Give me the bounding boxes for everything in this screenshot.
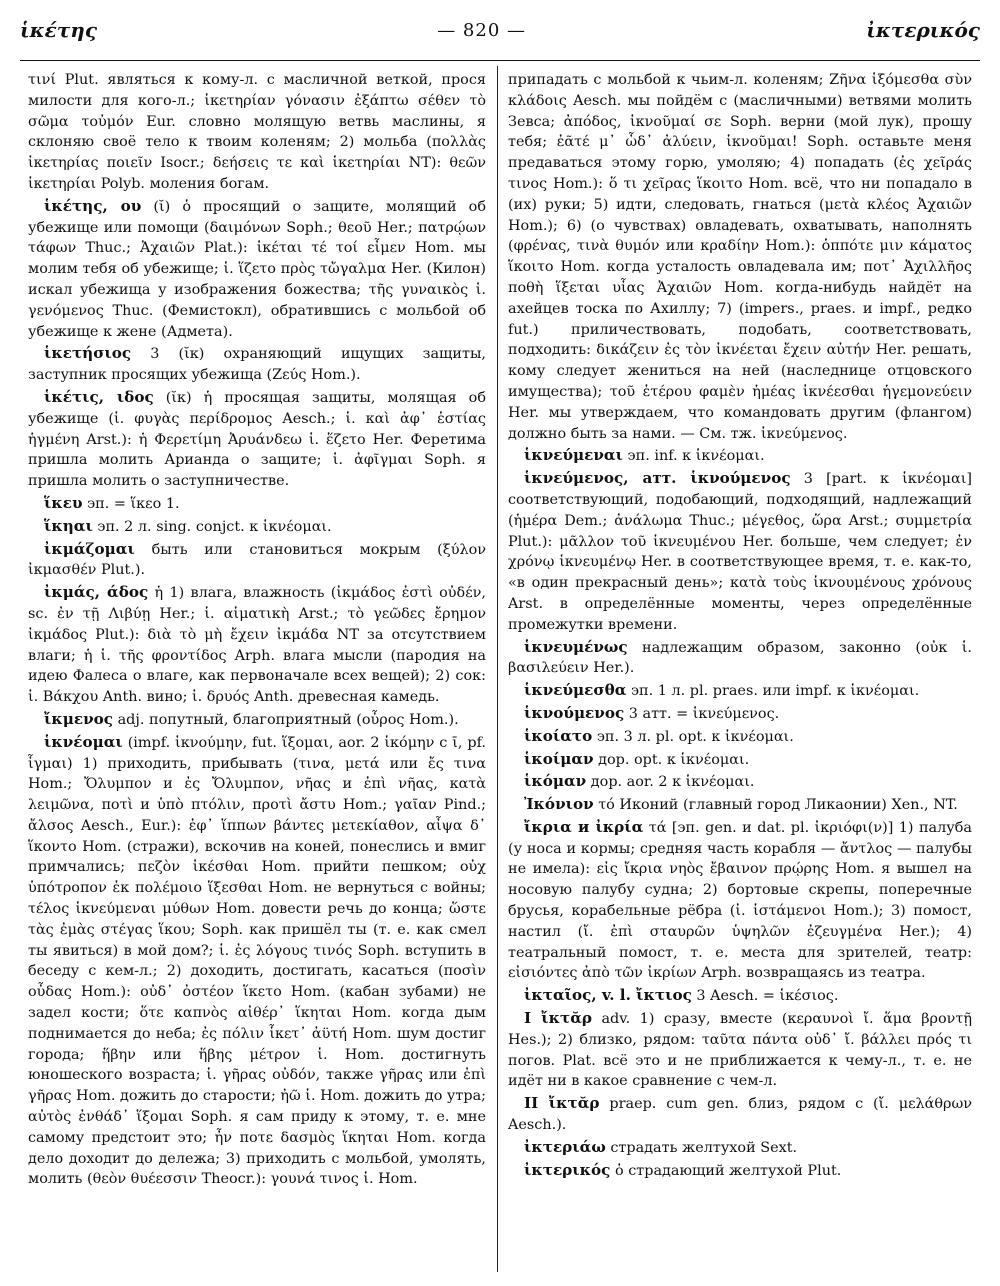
entry-definition: τά [эп. gen. и dat. pl. ἰκριόφι(ν)] 1) палуба (у носа и кормы; средняя часть корабля — ἄντλος — палубы не имела): εἰς ἴκρια νηὸς ἔβαινον πρῴρης Hom. я вышел на носовую палубу судна; 2) бортовые скрепы, поперечные брусья, корабельные рёбра (ἰ. ἱστάμενοι Hom.); 3) помост, настил (ἴ. ἐπὶ σταυρῶν ὑψηλῶν ἐζευγμένα Her.); 4) театральный помост, т. е. места для зрителей, театр: εἰσιόντες ἀπὸ τῶν ἰκρίων Arph. возвращаясь из театра.: [508, 819, 972, 982]
dictionary-entry: [508, 1137, 972, 1159]
entry-headword: ἱκοίμαν: [524, 749, 594, 768]
header-left-headword: ἱκέτης: [20, 18, 98, 42]
entry-headword: ἱκοίατο: [524, 726, 593, 745]
dictionary-entry: [28, 516, 486, 538]
entry-headword: Ἰκόνιον: [524, 795, 594, 814]
entry-headword: ἵκευ: [44, 493, 83, 512]
entry-headword: ἱκνεύμεναι: [524, 446, 623, 465]
entry-definition: ὁ страдающий желтухой Plut.: [610, 1162, 842, 1179]
dictionary-entry: [28, 582, 486, 708]
entry-definition: adv. 1) сразу, вместе (κεραυνοὶ ἴ. ἅμα βροντῇ Hes.); 2) близко, рядом: ταῦτα πάντα οὐδ᾽ ἴ. βάλλει πρός τι погов. Plat. всё это и не приближается к чему-л., т. е. не идёт ни в какое сравнение с чем-л.: [508, 1011, 972, 1090]
entry-definition: надлежащим образом, законно (οὐκ ἱ. βασιλεύειν Her.).: [508, 639, 972, 677]
entry-headword: ἰκτερικός: [524, 1160, 611, 1179]
dictionary-entry: [508, 817, 972, 984]
dictionary-entry: [28, 493, 486, 515]
entry-headword: II ἴκτᾰρ: [524, 1094, 600, 1113]
dictionary-entry: [508, 703, 972, 725]
entry-definition: эп. = ἵκεο 1.: [82, 495, 180, 512]
entry-definition: (ῐ) ὁ просящий о защите, молящий об убежище или помощи (δαιμόνων Soph.; θεοῦ Her.; πατρῴων τάφων Thuc.; Ἀχαιῶν Plat.): ἱκέται τέ τοί εἶμεν Hom. мы молим тебя об убежище; ἱ. ἵζετο πρὸς τὤγαλμα Her. (Килон) искал убежища у изображения божества; τῆς γυναικὸς ἱ. γενόμενος Thuc. (Фемистокл), обратившись с мольбой об убежище к жене (Адмета).: [28, 198, 486, 340]
entry-definition: припадать с мольбой к чьим-л. коленям; Ζῆνα ἱξόμεσθα σὺν κλάδοις Aesch. мы пойдём с (масличными) ветвями молить Зевса; ἀπόδος, ἱκνοῦμαί σε Soph. верни (мой лук), прошу тебя; ἐᾶτέ μ᾽ ὧδ᾽ ἀλύειν, ἱκνοῦμαι! Soph. оставьте меня предаваться этому горю, умоляю; 4) попадать (ἐς χεῖράς τινος Hom.): ὅ τι χεῖρας ἵκοιτο Hom. всё, что ни попадало в (их) руки; 5) идти, следовать, гнаться (μετὰ κλέος Ἀχαιῶν Hom.); 6) (о чувствах) овладевать, охватывать, наполнять (φρένας, τινὰ θυμόν или κραδίην Hom.): ὁππότε μιν κάματος ἵκοιτο Hom. когда усталость овладевала им; ποτ᾽ Ἀχιλλῆος ποθὴ ἵξεται υἷας Ἀχαιῶν Hom. когда-нибудь найдёт на ахейцев тоска по Ахиллу; 7) (impers., praes. и impf., редко fut.) приличествовать, подобать, соответствовать, подходить: δικάζειν ἐς τὸν ἱκνέεται ἔχειν αὐτήν Her. решать, кому следует жениться на ней (наследнице отцовского имущества); τοῦ ἑτέρου φαμὲν ἡμέας ἱκνέεσθαι ἡγεμονεύειν Her. мы утверждаем, что командовать другим (флангом) должно быть за нами. — См. тж. ἱκνεύμενος.: [508, 72, 972, 442]
entry-definition: τό Иконий (главный город Ликаонии) Xen., NT.: [593, 797, 958, 814]
entry-definition: praep. cum gen. близ, рядом с (ἴ. μελάθρων Aesch.).: [508, 1096, 972, 1134]
entry-definition: 3 атт. = ἱκνεύμενος.: [624, 705, 780, 722]
entry-headword: ἱκετήσιος: [44, 344, 132, 363]
entry-definition: дор. aor. 2 к ἱκνέομαι.: [586, 774, 755, 791]
dictionary-entry: [508, 1093, 972, 1136]
left-column: [28, 70, 486, 1278]
entry-headword: ἱκνεύμενος, атт. ἱκνούμενος: [524, 469, 791, 488]
entry-headword: ἱκνευμένως: [524, 637, 628, 656]
right-column: [508, 70, 972, 1278]
entry-definition: τινί Plut. являться к кому-л. с масличной веткой, прося милости для кого-л.; ἱκετηρίαν γόνασιν ἐξάπτω σέθεν τὸ σῶμα τοὐμόν Eur. словно молящую ветвь маслины, я склоняю своё тело к твоим коленям; 2) мольба (πολλὰς ἱκετηρίας ποιεῖν Isocr.; δεήσεις τε καὶ ἱκετηρίαι NT): θεῶν ἱκετηρίαι Polyb. моления богам.: [28, 72, 486, 192]
entry-definition: быть или становиться мокрым (ξύλον ἰκμασθέν Plut.).: [28, 541, 486, 579]
entry-headword: ἰκμάζομαι: [44, 539, 135, 558]
entry-headword: ἱκνεύμεσθα: [524, 681, 627, 700]
dictionary-entry: [28, 196, 486, 343]
dictionary-entry: [28, 732, 486, 1191]
dictionary-entry: [508, 445, 972, 467]
entry-headword: ἰκταῖος, v. l. ἴκτιος: [524, 986, 692, 1005]
entry-definition: дор. opt. к ἱκνέομαι.: [593, 751, 750, 768]
entry-headword: ἰκτεριάω: [524, 1137, 606, 1156]
dictionary-entry: [508, 771, 972, 793]
column-divider: [497, 66, 498, 1272]
entry-definition: эп. 3 л. pl. opt. к ἱκνέομαι.: [592, 728, 794, 745]
dictionary-entry: [508, 468, 972, 635]
dictionary-entry: [28, 539, 486, 582]
dictionary-entry: [508, 749, 972, 771]
entry-headword: ἰκμάς, άδος: [44, 583, 149, 602]
entry-headword: ἱκόμαν: [524, 772, 587, 791]
dictionary-entry: [28, 70, 486, 195]
entry-headword: ἵκηαι: [44, 516, 93, 535]
entry-definition: 3 (ῐκ) охраняющий ищущих защиты, заступник просящих убежища (Ζεύς Hom.).: [28, 346, 486, 384]
page-number: — 820 —: [437, 19, 527, 41]
entry-headword: I ἴκτᾰρ: [524, 1009, 592, 1028]
entry-definition: adj. попутный, благоприятный (οὖρος Hom.).: [113, 711, 459, 728]
dictionary-entry: [508, 680, 972, 702]
entry-headword: ἴκρια и ἰκρία: [524, 817, 644, 836]
entry-headword: ἱκέτις, ιδος: [44, 387, 154, 406]
entry-definition: 3 Aesch. = ἱκέσιος.: [691, 988, 839, 1005]
entry-headword: ἱκνέομαι: [44, 732, 123, 751]
entry-headword: ἴκμενος: [44, 709, 113, 728]
dictionary-entry: [28, 387, 486, 492]
entry-headword: ἱκνούμενος: [524, 703, 625, 722]
dictionary-entry: [508, 637, 972, 680]
entry-definition: ἡ 1) влага, влажность (ἰκμάδος ἐστὶ οὐδέν, sc. ἐν τῇ Λιβύῃ Her.; ἱ. αἱματικὴ Arst.; τὸ γεῶδες ἔρημον ἰκμάδος Plut.): διὰ τὸ μὴ ἔχειν ἰκμάδα NT за отсутствием влаги; ἡ ἱ. τῆς φροντίδος Arph. влага мысли (пародия на идею Фалеса о влаге, как первоначале всех вещей); 2) сок: ἱ. Βάκχου Anth. вино; ἱ. δρυός Anth. древесная камедь.: [28, 585, 486, 706]
header-rule: [20, 60, 980, 61]
dictionary-entry: [508, 1160, 972, 1182]
dictionary-entry: [508, 794, 972, 816]
entry-definition: эп. inf. к ἱκνέομαι.: [622, 448, 765, 465]
entry-definition: (impf. ἱκνούμην, fut. ἵξομαι, aor. 2 ἱκόμην с ῑ, pf. ἷγμαι) 1) приходить, прибывать (τινα, μετά или ἔς τινα Hom.; Ὄλυμπον и ἐς Ὄλυμπον, νῆας и ἐπὶ νῆας, κατὰ λειμῶνα, ποτὶ и ὑπὸ πτόλιν, προτὶ ἄστυ Hom.; γαῖαν Pind.; ἄλσος Aesch., Eur.): ἐφ᾽ ἵππων βάντες μετεκίαθον, αἶψα δ᾽ ἵκοντο Hom. (стражи), вскочив на коней, понеслись и вмиг примчались; πεζὸν ἱκέσθαι Hom. прийти пешком; οὐχ ὑπότροπον ἐκ πολέμοιο ἵξεσθαι Hom. не вернуться с войны; τέλος ἱκνεύμεναι μύθων Hom. довести речь до конца; ὥστε τὰς ἐμὰς στέγας ἵκου; Soph. как пришёл ты (т. е. как смел ты явиться) в мой дом?; ἱ. ἐς λόγους τινός Soph. вступить в беседу с кем-л.; 2) доходить, достигать, касаться (ποσὶν οὖδας Hom.): οὐδ᾽ ὀστέον ἵκετο Hom. (кабан зубами) не задел кости; ὅτε καπνὸς αἰθέρ᾽ ἵκηται Hom. когда дым поднимается до неба; ἐς πόλιν ἷκετ᾽ ἀϋτή Hom. шум достиг города; ἥβην или ἥβης μέτρον ἱ. Hom. достигнуть юношеского возраста; ἱ. γῆρας οὐδόν, также γῆρας или ἐπὶ γῆρας Hom. дожить до старости; ἠῶ ἱ. Hom. дожить до утра; αὐτὸς ἐνθάδ᾽ ἵξομαι Soph. я сам приду к этому, т. е. мне самому предстоит это; ἦν ποτε δασμὸς ἵκηται Hom. когда дело доходит до дележа; 3) приходить с мольбой, умолять, молить (θεὸν θυέεσσιν Theocr.): γουνά τινος ἱ. Hom.: [28, 734, 486, 1188]
entry-definition: эп. 2 л. sing. conjct. к ἱκνέομαι.: [92, 518, 332, 535]
dictionary-entry: [508, 1008, 972, 1092]
entry-headword: ἱκέτης, ου: [44, 196, 142, 215]
dictionary-entry: [28, 343, 486, 386]
entry-definition: эп. 1 л. pl. praes. или impf. к ἱκνέομαι.: [626, 683, 920, 700]
entry-definition: 3 [part. к ἱκνέομαι] соответствующий, подобающий, подходящий, надлежащий (ἡμέρα Dem.; ἀνάλωμα Thuc.; μέγεθος, ὥρα Arst.; συμμετρία Plut.): μᾶλλον τοῦ ἱκνευμένου Her. больше, чем следует; ἐν χρόνῳ ἱκνευμένῳ Her. в соответствующее время, т. е. как-то, «в один прекрасный день»; κατὰ τοὺς ἱκνουμένους χρόνους Arst. в определённые моменты, через определённые промежутки времени.: [508, 471, 972, 633]
dictionary-entry: [28, 709, 486, 731]
entry-definition: (ῐκ) ἡ просящая защиты, молящая об убежище (ἱ. φυγὰς περίδρομος Aesch.; ἱ. καὶ ἀφ᾽ ἑστίας ἡγμένη Arst.): ἡ Φερετίμη Ἀρυάνδεω ἱ. ἕζετο Her. Феретима пришла молить Арианда о защите; ἱ. ἀφῖγμαι Soph. я пришла молить о заступничестве.: [28, 389, 486, 490]
dictionary-entry: [508, 985, 972, 1007]
header-right-headword: ἰκτερικός: [866, 18, 980, 42]
page-header: [20, 10, 980, 50]
dictionary-entry: [508, 70, 972, 444]
dictionary-entry: [508, 726, 972, 748]
entry-definition: страдать желтухой Sext.: [605, 1139, 798, 1156]
